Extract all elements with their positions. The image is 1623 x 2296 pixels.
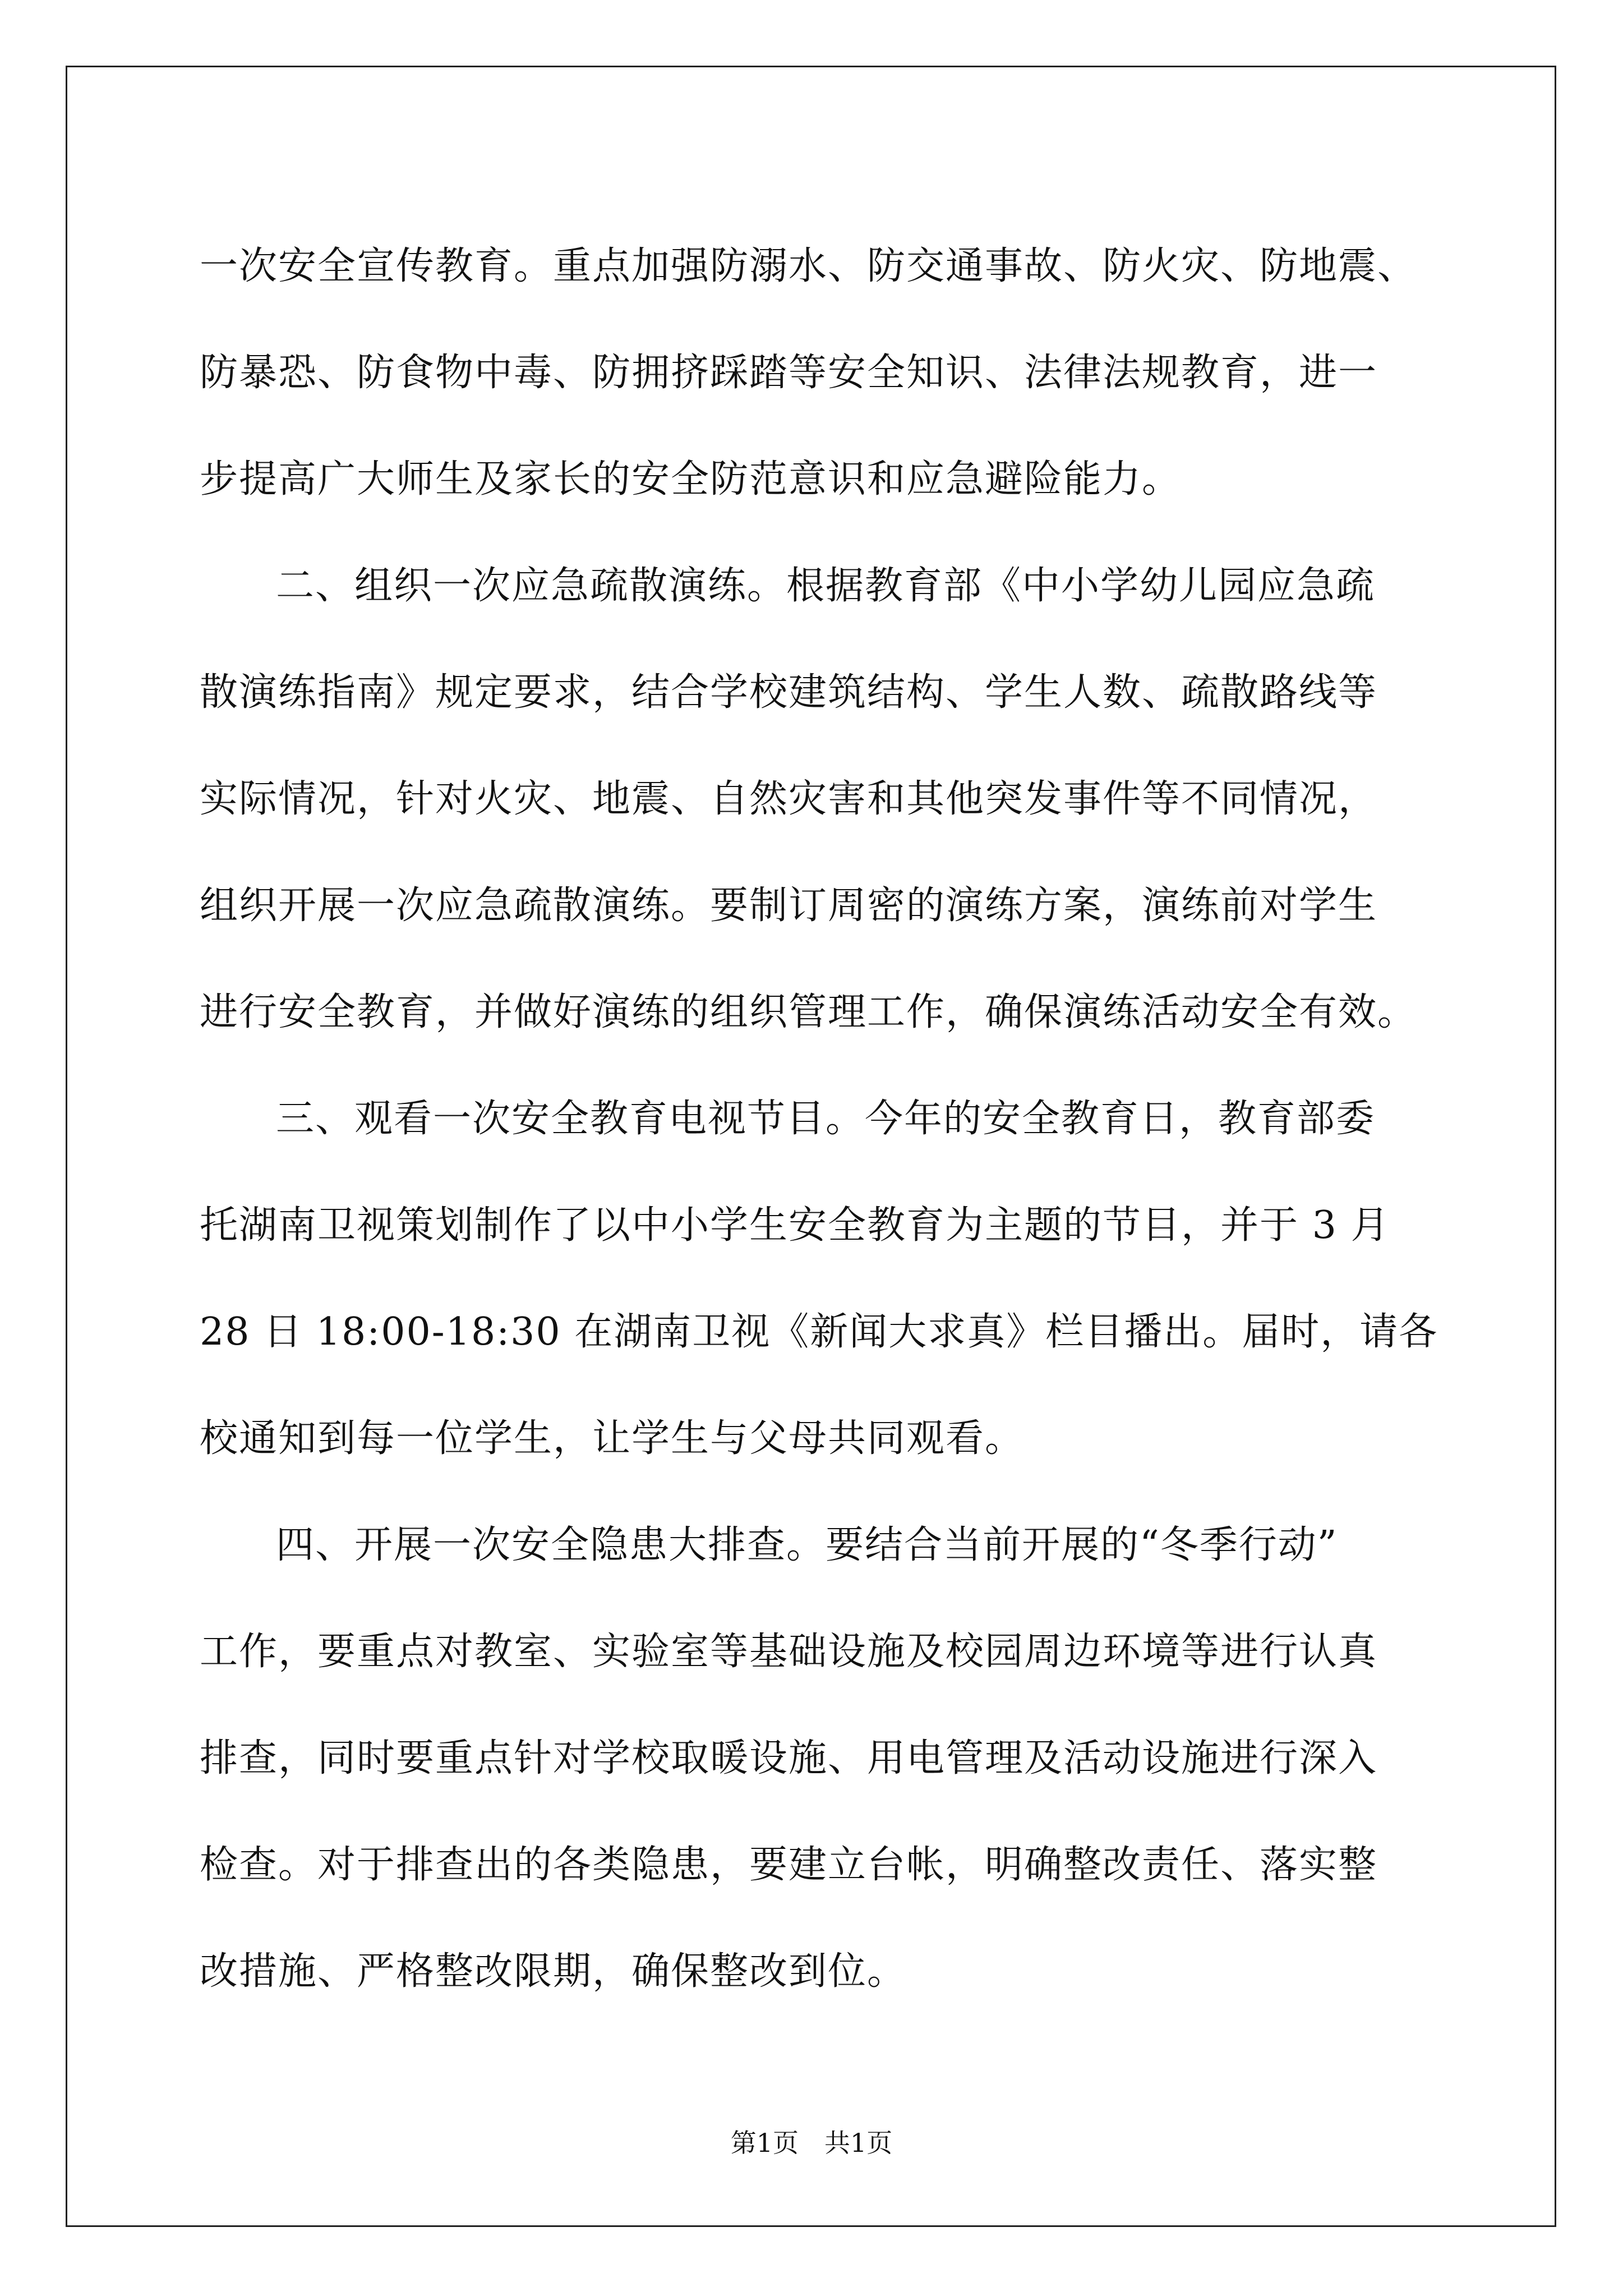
text-line: 工作，要重点对教室、实验室等基础设施及校园周边环境等进行认真 — [200, 1630, 1378, 1674]
text-line: 进行安全教育，并做好演练的组织管理工作，确保演练活动安全有效。 — [200, 990, 1417, 1034]
text-line: 托湖南卫视策划制作了以中小学生安全教育为主题的节目，并于 3 月 — [200, 1203, 1390, 1248]
text-line: 一次安全宣传教育。重点加强防溺水、防交通事故、防火灾、防地震、 — [200, 244, 1417, 288]
text-line: 检查。对于排查出的各类隐患，要建立台帐，明确整改责任、落实整 — [200, 1843, 1378, 1887]
text-line: 改措施、严格整改限期，确保整改到位。 — [200, 1949, 907, 1994]
section-three-heading-line: 三、观看一次安全教育电视节目。今年的安全教育日，教育部委 — [276, 1097, 1376, 1141]
document-body — [200, 213, 1461, 2025]
total-pages-label: 共1页 — [824, 2128, 893, 2158]
text-line: 校通知到每一位学生，让学生与父母共同观看。 — [200, 1416, 1025, 1461]
section-four-heading-line: 四、开展一次安全隐患大排查。要结合当前开展的“冬季行动” — [276, 1523, 1338, 1567]
text-line: 防暴恐、防食物中毒、防拥挤踩踏等安全知识、法律法规教育，进一 — [200, 351, 1378, 395]
text-line: 步提高广大师生及家长的安全防范意识和应急避险能力。 — [200, 457, 1182, 501]
current-page-label: 第1页 — [730, 2128, 799, 2158]
text-line: 散演练指南》规定要求，结合学校建筑结构、学生人数、疏散路线等 — [200, 670, 1378, 715]
text-line: 组织开展一次应急疏散演练。要制订周密的演练方案，演练前对学生 — [200, 884, 1378, 928]
text-line: 实际情况，针对火灾、地震、自然灾害和其他突发事件等不同情况， — [200, 777, 1378, 821]
text-line: 28 日 18:00-18:30 在湖南卫视《新闻大求真》栏目播出。届时，请各 — [200, 1310, 1438, 1354]
section-two-heading-line: 二、组织一次应急疏散演练。根据教育部《中小学幼儿园应急疏 — [276, 564, 1376, 608]
page-footer — [0, 2126, 1623, 2160]
text-line: 排查，同时要重点针对学校取暖设施、用电管理及活动设施进行深入 — [200, 1736, 1378, 1780]
